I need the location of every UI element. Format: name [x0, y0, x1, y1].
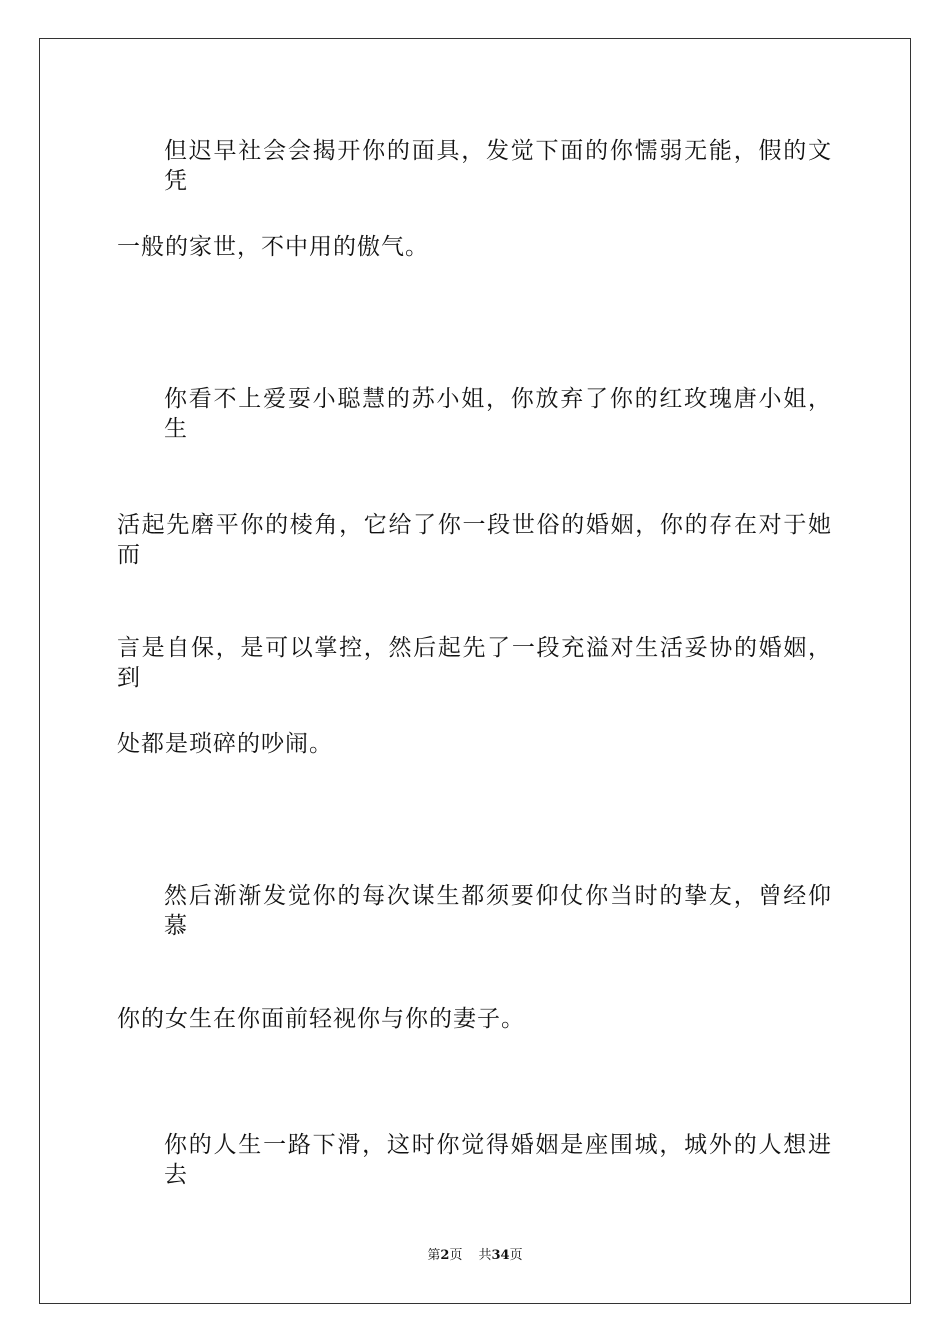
page-label-suffix: 页	[449, 1248, 463, 1263]
paragraph-2-line-2: 活起先磨平你的棱角，它给了你一段世俗的婚姻，你的存在对于她而	[117, 512, 832, 568]
total-page-count: 34	[491, 1248, 510, 1263]
paragraph-2-line-1: 你看不上爱耍小聪慧的苏小姐，你放弃了你的红玫瑰唐小姐，生	[164, 386, 832, 442]
paragraph-1-line-2: 一般的家世，不中用的傲气。	[117, 234, 429, 260]
page-label-prefix: 第	[427, 1248, 441, 1263]
total-label-prefix: 共	[478, 1248, 492, 1263]
paragraph-4-line-1: 你的人生一路下滑，这时你觉得婚姻是座围城，城外的人想进去	[164, 1132, 832, 1188]
paragraph-3-line-2: 你的女生在你面前轻视你与你的妻子。	[117, 1006, 525, 1032]
paragraph-2-line-3: 言是自保，是可以掌控，然后起先了一段充溢对生活妥协的婚姻，到	[117, 635, 832, 691]
page-footer	[0, 1247, 950, 1265]
paragraph-2-line-4: 处都是琐碎的吵闹。	[117, 731, 333, 757]
total-label-suffix: 页	[509, 1248, 523, 1263]
current-page-number: 2	[440, 1248, 450, 1263]
paragraph-3-line-1: 然后渐渐发觉你的每次谋生都须要仰仗你当时的挚友，曾经仰慕	[164, 883, 832, 939]
paragraph-1-line-1: 但迟早社会会揭开你的面具，发觉下面的你懦弱无能，假的文凭	[164, 138, 832, 194]
